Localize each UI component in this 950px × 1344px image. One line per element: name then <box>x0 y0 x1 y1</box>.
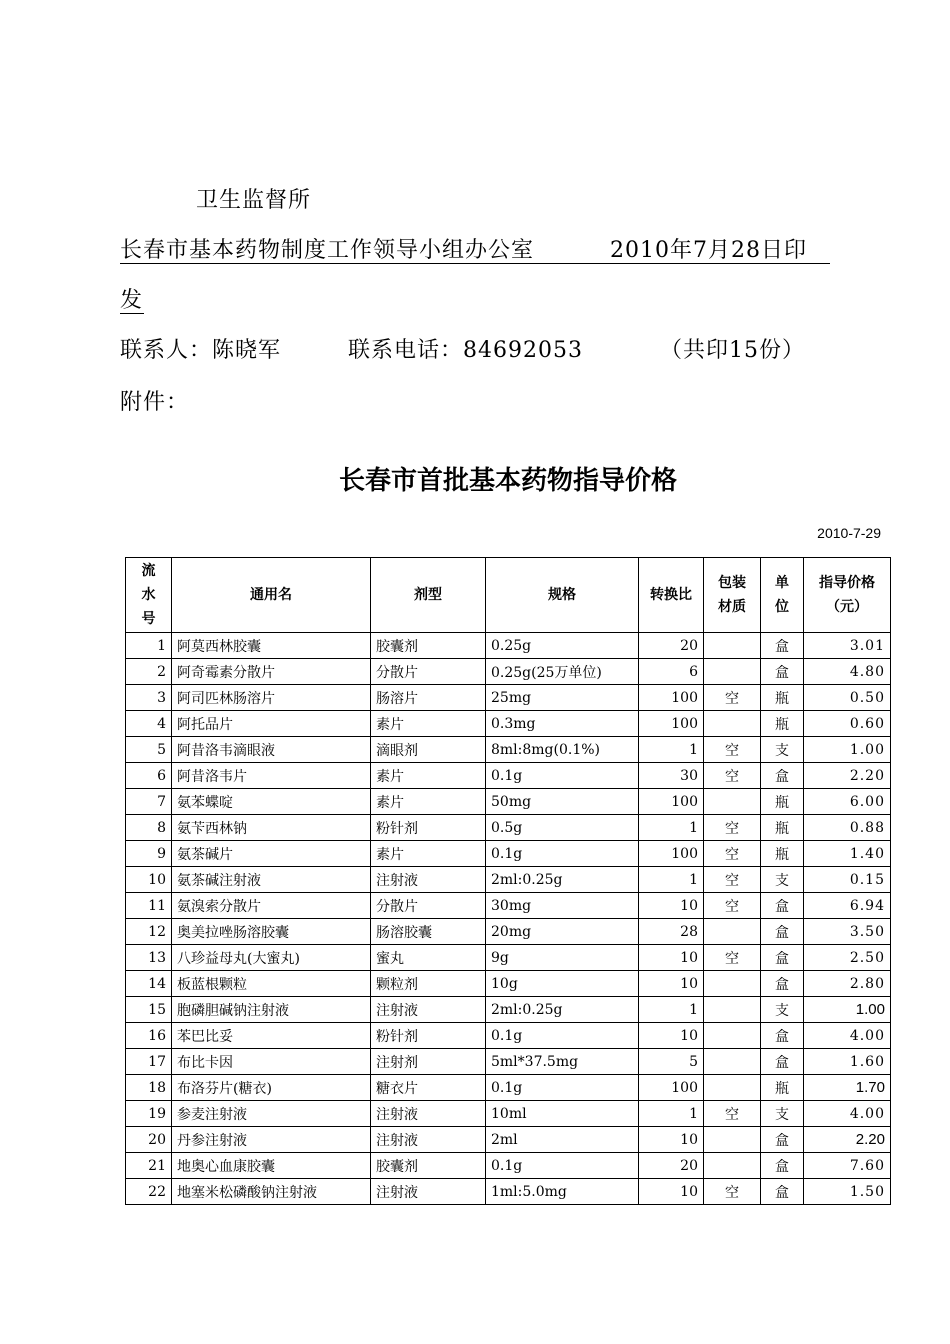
cell-unit: 盒 <box>761 763 804 789</box>
cell-seq: 12 <box>126 919 172 945</box>
cell-seq: 11 <box>126 893 172 919</box>
issue-date-continued: 发 <box>120 288 144 313</box>
table-row <box>126 893 891 919</box>
cell-ratio: 20 <box>639 633 704 659</box>
cell-pack: 空 <box>704 1179 761 1205</box>
cell-spec: 0.1g <box>486 1023 639 1049</box>
cell-pack <box>704 659 761 685</box>
cell-pack: 空 <box>704 945 761 971</box>
cell-form: 滴眼剂 <box>371 737 486 763</box>
cell-unit: 盒 <box>761 945 804 971</box>
cell-form: 素片 <box>371 711 486 737</box>
cell-ratio: 100 <box>639 841 704 867</box>
cell-unit: 支 <box>761 997 804 1023</box>
cell-unit: 瓶 <box>761 685 804 711</box>
header-price: 指导价格（元） <box>804 558 891 633</box>
table-row <box>126 815 891 841</box>
cell-seq: 15 <box>126 997 172 1023</box>
cell-spec: 2ml <box>486 1127 639 1153</box>
cell-form: 分散片 <box>371 659 486 685</box>
cell-unit: 盒 <box>761 971 804 997</box>
table-row <box>126 685 891 711</box>
cell-ratio: 100 <box>639 685 704 711</box>
cell-seq: 2 <box>126 659 172 685</box>
cell-pack: 空 <box>704 893 761 919</box>
cell-pack: 空 <box>704 763 761 789</box>
cell-pack <box>704 789 761 815</box>
table-row <box>126 1101 891 1127</box>
cell-spec: 0.25g(25万单位) <box>486 659 639 685</box>
cell-form: 注射液 <box>371 1127 486 1153</box>
cell-name: 奥美拉唑肠溶胶囊 <box>172 919 371 945</box>
table-header-row <box>126 558 891 633</box>
cell-pack <box>704 1075 761 1101</box>
cell-ratio: 20 <box>639 1153 704 1179</box>
cell-unit: 盒 <box>761 633 804 659</box>
header-spec: 规格 <box>486 558 639 633</box>
cell-ratio: 5 <box>639 1049 704 1075</box>
cell-name: 阿昔洛韦片 <box>172 763 371 789</box>
cell-form: 注射液 <box>371 1179 486 1205</box>
cell-seq: 14 <box>126 971 172 997</box>
cell-unit: 盒 <box>761 919 804 945</box>
cell-unit: 盒 <box>761 1023 804 1049</box>
cell-name: 苯巴比妥 <box>172 1023 371 1049</box>
cell-price: 6.00 <box>804 789 891 815</box>
cell-name: 阿莫西林胶囊 <box>172 633 371 659</box>
cell-ratio: 30 <box>639 763 704 789</box>
cell-unit: 支 <box>761 1101 804 1127</box>
cell-spec: 0.25g <box>486 633 639 659</box>
cell-spec: 0.1g <box>486 1153 639 1179</box>
org-name: 卫生监督所 <box>196 188 312 213</box>
cell-name: 胞磷胆碱钠注射液 <box>172 997 371 1023</box>
cell-spec: 0.3mg <box>486 711 639 737</box>
header-unit: 单位 <box>761 558 804 633</box>
cell-seq: 18 <box>126 1075 172 1101</box>
cell-spec: 10ml <box>486 1101 639 1127</box>
cell-name: 阿昔洛韦滴眼液 <box>172 737 371 763</box>
cell-ratio: 10 <box>639 1023 704 1049</box>
cell-unit: 盒 <box>761 659 804 685</box>
cell-price: 4.00 <box>804 1101 891 1127</box>
cell-name: 阿司匹林肠溶片 <box>172 685 371 711</box>
cell-unit: 盒 <box>761 1049 804 1075</box>
cell-price: 7.60 <box>804 1153 891 1179</box>
cell-pack: 空 <box>704 737 761 763</box>
cell-name: 丹参注射液 <box>172 1127 371 1153</box>
cell-name: 布比卡因 <box>172 1049 371 1075</box>
cell-ratio: 1 <box>639 737 704 763</box>
cell-seq: 7 <box>126 789 172 815</box>
header-pack: 包装材质 <box>704 558 761 633</box>
cell-price: 6.94 <box>804 893 891 919</box>
cell-spec: 1ml:5.0mg <box>486 1179 639 1205</box>
cell-price: 2.20 <box>804 1127 891 1153</box>
cell-price: 1.50 <box>804 1179 891 1205</box>
cell-pack: 空 <box>704 815 761 841</box>
cell-unit: 瓶 <box>761 815 804 841</box>
cell-ratio: 1 <box>639 815 704 841</box>
cell-form: 注射剂 <box>371 1049 486 1075</box>
cell-name: 地塞米松磷酸钠注射液 <box>172 1179 371 1205</box>
cell-ratio: 100 <box>639 1075 704 1101</box>
document-date: 2010-7-29 <box>817 525 881 541</box>
cell-seq: 4 <box>126 711 172 737</box>
issue-date: 2010年7月28日印 <box>610 238 807 263</box>
cell-price: 1.40 <box>804 841 891 867</box>
cell-pack: 空 <box>704 685 761 711</box>
table-row <box>126 1049 891 1075</box>
cell-unit: 盒 <box>761 893 804 919</box>
cell-seq: 10 <box>126 867 172 893</box>
cell-name: 阿托品片 <box>172 711 371 737</box>
cell-seq: 16 <box>126 1023 172 1049</box>
cell-ratio: 10 <box>639 893 704 919</box>
cell-price: 4.00 <box>804 1023 891 1049</box>
cell-form: 粉针剂 <box>371 1023 486 1049</box>
cell-form: 分散片 <box>371 893 486 919</box>
cell-form: 素片 <box>371 763 486 789</box>
cell-ratio: 28 <box>639 919 704 945</box>
cell-seq: 17 <box>126 1049 172 1075</box>
cell-form: 胶囊剂 <box>371 633 486 659</box>
cell-ratio: 100 <box>639 711 704 737</box>
document-title: 长春市首批基本药物指导价格 <box>338 466 677 496</box>
cell-unit: 盒 <box>761 1153 804 1179</box>
copies-count: （共印15份） <box>660 338 805 363</box>
cell-ratio: 10 <box>639 1127 704 1153</box>
cell-unit: 盒 <box>761 1179 804 1205</box>
office-underline <box>120 263 830 264</box>
cell-spec: 30mg <box>486 893 639 919</box>
cell-price: 3.50 <box>804 919 891 945</box>
cell-unit: 瓶 <box>761 711 804 737</box>
cell-name: 板蓝根颗粒 <box>172 971 371 997</box>
cell-name: 氨苯蝶啶 <box>172 789 371 815</box>
cell-pack <box>704 1153 761 1179</box>
cell-ratio: 10 <box>639 945 704 971</box>
table-row <box>126 997 891 1023</box>
cell-spec: 2ml:0.25g <box>486 997 639 1023</box>
cell-form: 注射液 <box>371 1101 486 1127</box>
cell-form: 颗粒剂 <box>371 971 486 997</box>
table-row <box>126 919 891 945</box>
cell-form: 糖衣片 <box>371 1075 486 1101</box>
cell-price: 1.60 <box>804 1049 891 1075</box>
cell-pack <box>704 1049 761 1075</box>
cell-pack <box>704 997 761 1023</box>
table-row <box>126 711 891 737</box>
cell-form: 肠溶片 <box>371 685 486 711</box>
fa-underline <box>120 313 144 314</box>
cell-price: 3.01 <box>804 633 891 659</box>
table-row <box>126 763 891 789</box>
cell-price: 0.50 <box>804 685 891 711</box>
cell-price: 4.80 <box>804 659 891 685</box>
table-row <box>126 659 891 685</box>
cell-seq: 1 <box>126 633 172 659</box>
cell-name: 氨溴索分散片 <box>172 893 371 919</box>
cell-form: 素片 <box>371 789 486 815</box>
cell-form: 粉针剂 <box>371 815 486 841</box>
cell-spec: 10g <box>486 971 639 997</box>
table-row <box>126 1127 891 1153</box>
cell-seq: 22 <box>126 1179 172 1205</box>
table-row <box>126 841 891 867</box>
cell-ratio: 1 <box>639 997 704 1023</box>
cell-name: 参麦注射液 <box>172 1101 371 1127</box>
cell-name: 氨苄西林钠 <box>172 815 371 841</box>
cell-spec: 0.1g <box>486 841 639 867</box>
cell-ratio: 10 <box>639 971 704 997</box>
contact-person: 联系人：陈晓军 <box>120 338 282 363</box>
cell-seq: 3 <box>126 685 172 711</box>
cell-unit: 瓶 <box>761 789 804 815</box>
cell-spec: 9g <box>486 945 639 971</box>
cell-price: 1.00 <box>804 997 891 1023</box>
cell-seq: 9 <box>126 841 172 867</box>
cell-spec: 0.1g <box>486 1075 639 1101</box>
table-row <box>126 1179 891 1205</box>
header-name: 通用名 <box>172 558 371 633</box>
cell-unit: 支 <box>761 867 804 893</box>
price-table <box>125 557 891 1205</box>
table-body <box>126 633 891 1205</box>
cell-pack <box>704 711 761 737</box>
cell-pack <box>704 1127 761 1153</box>
cell-price: 2.20 <box>804 763 891 789</box>
cell-form: 注射液 <box>371 997 486 1023</box>
cell-spec: 8ml:8mg(0.1%) <box>486 737 639 763</box>
table-row <box>126 789 891 815</box>
cell-seq: 13 <box>126 945 172 971</box>
cell-pack: 空 <box>704 841 761 867</box>
cell-seq: 19 <box>126 1101 172 1127</box>
cell-spec: 25mg <box>486 685 639 711</box>
cell-pack: 空 <box>704 867 761 893</box>
cell-spec: 5ml*37.5mg <box>486 1049 639 1075</box>
cell-name: 地奥心血康胶囊 <box>172 1153 371 1179</box>
attachment-label: 附件： <box>120 390 190 415</box>
table-row <box>126 1153 891 1179</box>
cell-spec: 50mg <box>486 789 639 815</box>
cell-price: 1.00 <box>804 737 891 763</box>
cell-price: 0.60 <box>804 711 891 737</box>
cell-price: 0.88 <box>804 815 891 841</box>
table-row <box>126 971 891 997</box>
cell-seq: 20 <box>126 1127 172 1153</box>
header-seq: 流水号 <box>126 558 172 633</box>
cell-ratio: 1 <box>639 1101 704 1127</box>
cell-ratio: 10 <box>639 1179 704 1205</box>
cell-form: 肠溶胶囊 <box>371 919 486 945</box>
cell-price: 2.80 <box>804 971 891 997</box>
issuing-office: 长春市基本药物制度工作领导小组办公室 <box>120 238 535 263</box>
cell-spec: 0.5g <box>486 815 639 841</box>
cell-form: 素片 <box>371 841 486 867</box>
table-row <box>126 1023 891 1049</box>
cell-seq: 8 <box>126 815 172 841</box>
table-row <box>126 945 891 971</box>
cell-spec: 0.1g <box>486 763 639 789</box>
table-row <box>126 1075 891 1101</box>
cell-seq: 21 <box>126 1153 172 1179</box>
cell-name: 阿奇霉素分散片 <box>172 659 371 685</box>
cell-spec: 20mg <box>486 919 639 945</box>
cell-form: 胶囊剂 <box>371 1153 486 1179</box>
table-row <box>126 867 891 893</box>
cell-ratio: 100 <box>639 789 704 815</box>
cell-ratio: 1 <box>639 867 704 893</box>
contact-phone: 联系电话：84692053 <box>348 338 583 363</box>
cell-price: 2.50 <box>804 945 891 971</box>
cell-seq: 5 <box>126 737 172 763</box>
cell-unit: 瓶 <box>761 1075 804 1101</box>
cell-seq: 6 <box>126 763 172 789</box>
cell-pack <box>704 971 761 997</box>
cell-name: 布洛芬片(糖衣) <box>172 1075 371 1101</box>
cell-pack: 空 <box>704 1101 761 1127</box>
table-row <box>126 633 891 659</box>
cell-pack <box>704 919 761 945</box>
cell-form: 蜜丸 <box>371 945 486 971</box>
cell-price: 0.15 <box>804 867 891 893</box>
cell-name: 氨茶碱片 <box>172 841 371 867</box>
cell-unit: 支 <box>761 737 804 763</box>
table-row <box>126 737 891 763</box>
cell-pack <box>704 633 761 659</box>
cell-name: 氨茶碱注射液 <box>172 867 371 893</box>
header-form: 剂型 <box>371 558 486 633</box>
cell-spec: 2ml:0.25g <box>486 867 639 893</box>
cell-unit: 盒 <box>761 1127 804 1153</box>
cell-unit: 瓶 <box>761 841 804 867</box>
cell-ratio: 6 <box>639 659 704 685</box>
cell-form: 注射液 <box>371 867 486 893</box>
cell-pack <box>704 1023 761 1049</box>
cell-name: 八珍益母丸(大蜜丸) <box>172 945 371 971</box>
header-ratio: 转换比 <box>639 558 704 633</box>
cell-price: 1.70 <box>804 1075 891 1101</box>
